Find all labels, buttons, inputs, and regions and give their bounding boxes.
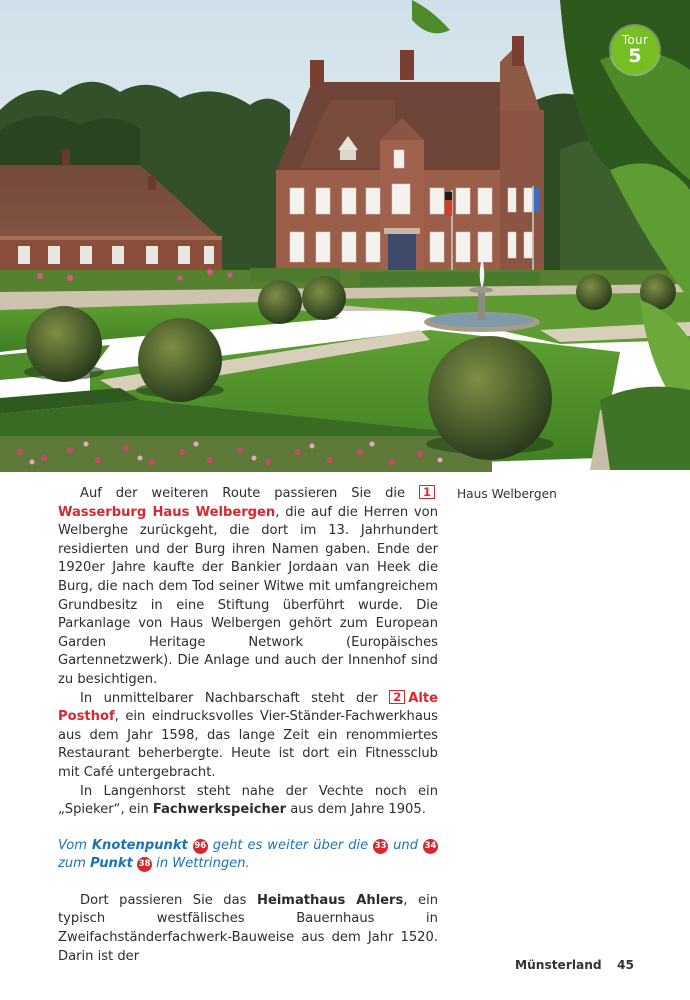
p3-body: aus dem Jahre 1905. <box>286 802 426 818</box>
bold-term: Heimathaus Ahlers <box>256 892 404 908</box>
tour-badge <box>611 26 659 74</box>
nav-text: und <box>388 837 423 853</box>
paragraph-haus-welbergen <box>58 485 438 690</box>
p2-body: , ein eindrucksvolles Vier-Ständer-Fachwerkhaus aus dem Jahr 1598, das lange Zeit ein renommiertes Restaurant beherbergte. Heute ist dort ein Fitnessclub mit Café untergebracht. <box>58 709 438 780</box>
photo-haus-welbergen <box>0 0 690 472</box>
paragraph-heimathaus <box>58 892 438 966</box>
footer-region-name: Münsterland <box>515 958 602 972</box>
route-navigation-note <box>58 837 438 874</box>
knotenpunkt-marker: 33 <box>373 839 388 854</box>
nav-text: Vom <box>58 837 92 853</box>
poi-name: Alte Posthof <box>58 690 438 725</box>
p2-lead: In unmittelbarer Nachbarschaft steht der <box>80 690 390 706</box>
paragraph-spieker <box>58 783 438 820</box>
p4-lead: Dort passieren Sie das <box>80 892 257 908</box>
knotenpunkt-marker: 34 <box>423 839 438 854</box>
nav-bold: Punkt <box>90 856 133 872</box>
p4-body: , ein typisch westfälisches Bauernhaus in Zweifachständerfachwerk-Bauweise aus dem Jahr 1520. Darin ist der <box>58 892 439 964</box>
tour-badge-label: Tour <box>621 33 649 47</box>
knotenpunkt-marker: 96 <box>193 839 208 854</box>
nav-bold: Knotenpunkt <box>91 837 188 853</box>
p1-lead: Auf der weiteren Route passieren Sie die <box>80 486 419 501</box>
p3-lead: In Langenhorst steht nahe der Vechte noch ein „Spieker“, ein <box>58 783 438 818</box>
main-text-column <box>58 485 438 966</box>
paragraph-alte-posthof <box>58 690 438 783</box>
photo-caption: Haus Welbergen <box>457 487 557 501</box>
bold-term: Fachwerkspeicher <box>152 802 287 818</box>
footer-page-number: 45 <box>617 958 634 972</box>
nav-text: zum <box>58 856 91 872</box>
photo-illustration <box>0 0 690 472</box>
knotenpunkt-marker: 38 <box>137 857 152 872</box>
p1-body: , die auf die Herren von Welberghe zurückgeht, die dort im 13. Jahrhundert residierten und der Burg ihren Namen gaben. Ende der 1920er Jahre kaufte der Bankier Jordaan van Heek die Burg, die nach dem Tod seiner Witwe mit umfangreichem Grundbesitz in eine Stiftung überführt wurde. Die Parkanlage von Haus Welbergen gehört zum European Garden Heritage Network (Europäisches Gartennetzwerk). Die Anlage und auch der Innenhof sind zu besichtigen. <box>58 504 438 687</box>
poi-name: Wasserburg Haus Welbergen <box>58 504 276 520</box>
poi-number-badge: 2 <box>389 690 405 704</box>
poi-number-badge: 1 <box>419 485 435 499</box>
tour-badge-number: 5 <box>628 45 642 67</box>
nav-text: in Wettringen. <box>152 856 250 872</box>
nav-text: geht es weiter über die <box>207 837 374 853</box>
